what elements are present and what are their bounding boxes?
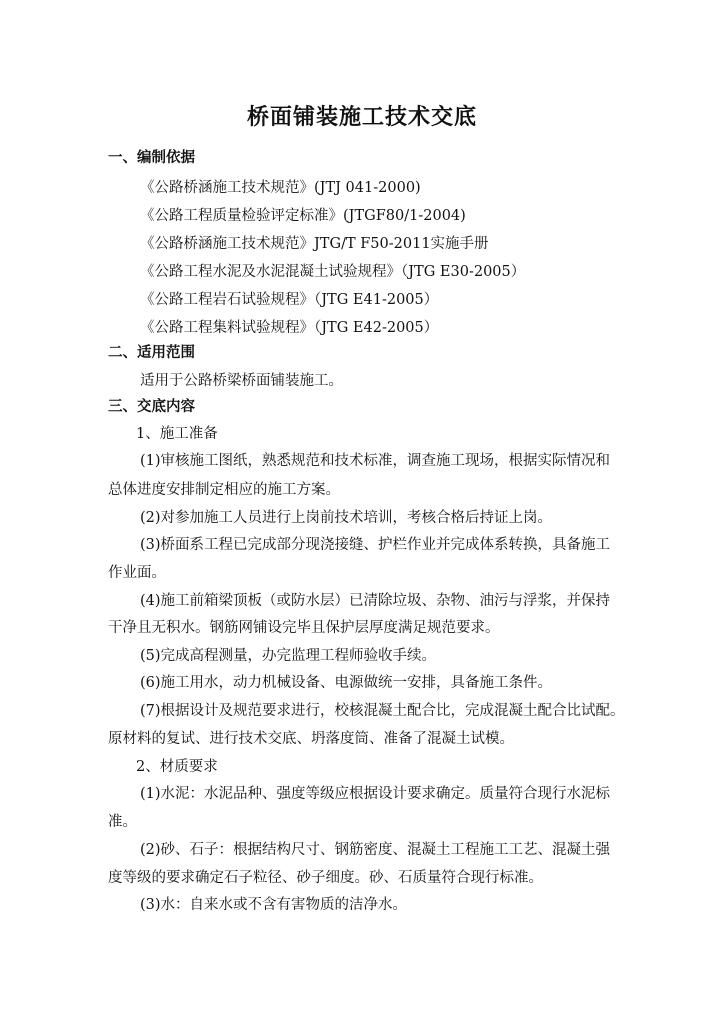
paragraph-line: 总体进度安排制定相应的施工方案。 [108,482,340,498]
reference-item: 《公路工程水泥及水泥混凝土试验规程》（JTG E30-2005） [140,264,526,280]
subsection-heading-materials: 2、材质要求 [136,759,218,775]
paragraph-line: (6)施工用水，动力机械设备、电源做统一安排，具备施工条件。 [140,675,553,691]
reference-item: 《公路工程质量检验评定标准》(JTGF80/1-2004) [140,208,466,224]
paragraph-line: 度等级的要求确定石子粒径、砂子细度。砂、石质量符合现行标准。 [108,870,543,886]
paragraph-line: 作业面。 [108,565,166,581]
reference-item: 《公路工程集料试验规程》（JTG E42-2005） [140,320,439,336]
paragraph-line: (7)根据设计及规范要求进行，校核混凝土配合比，完成混凝土配合比试配。 [140,703,625,719]
paragraph-line: (5)完成高程测量，办完监理工程师验收手续。 [140,648,437,664]
paragraph-line: (2)对参加施工人员进行上岗前技术培训，考核合格后持证上岗。 [140,510,553,526]
paragraph-line: (2)砂、石子：根据结构尺寸、钢筋密度、混凝土工程施工工艺、混凝土强 [140,842,611,858]
section-heading-content: 三、交底内容 [108,399,195,415]
paragraph-line: 准。 [108,814,137,830]
paragraph-line: (3)桥面系工程已完成部分现浇接缝、护栏作业并完成体系转换，具备施工 [140,537,611,553]
subsection-heading-preparation: 1、施工准备 [136,426,218,442]
reference-item: 《公路桥涵施工技术规范》JTG/T F50-2011实施手册 [140,236,489,252]
section-heading-basis: 一、编制依据 [108,150,195,166]
document-title: 桥面铺装施工技术交底 [246,105,477,130]
paragraph-line: (1)水泥：水泥品种、强度等级应根据设计要求确定。质量符合现行水泥标 [140,786,611,802]
section-heading-scope: 二、适用范围 [108,345,195,361]
reference-item: 《公路桥涵施工技术规范》(JTJ 041-2000) [140,180,421,196]
paragraph-line: (1)审核施工图纸，熟悉规范和技术标准，调查施工现场，根据实际情况和 [140,453,611,469]
paragraph-line: (3)水：自来水或不含有害物质的洁净水。 [140,897,408,913]
reference-item: 《公路工程岩石试验规程》（JTG E41-2005） [140,292,439,308]
scope-text: 适用于公路桥梁桥面铺装施工。 [140,373,343,389]
paragraph-line: (4)施工前箱梁顶板（或防水层）已清除垃圾、杂物、油污与浮浆，并保持 [140,593,611,609]
paragraph-line: 原材料的复试、进行技术交底、坍落度筒、准备了混凝土试模。 [108,731,514,747]
paragraph-line: 干净且无积水。钢筋网铺设完毕且保护层厚度满足规范要求。 [108,620,500,636]
